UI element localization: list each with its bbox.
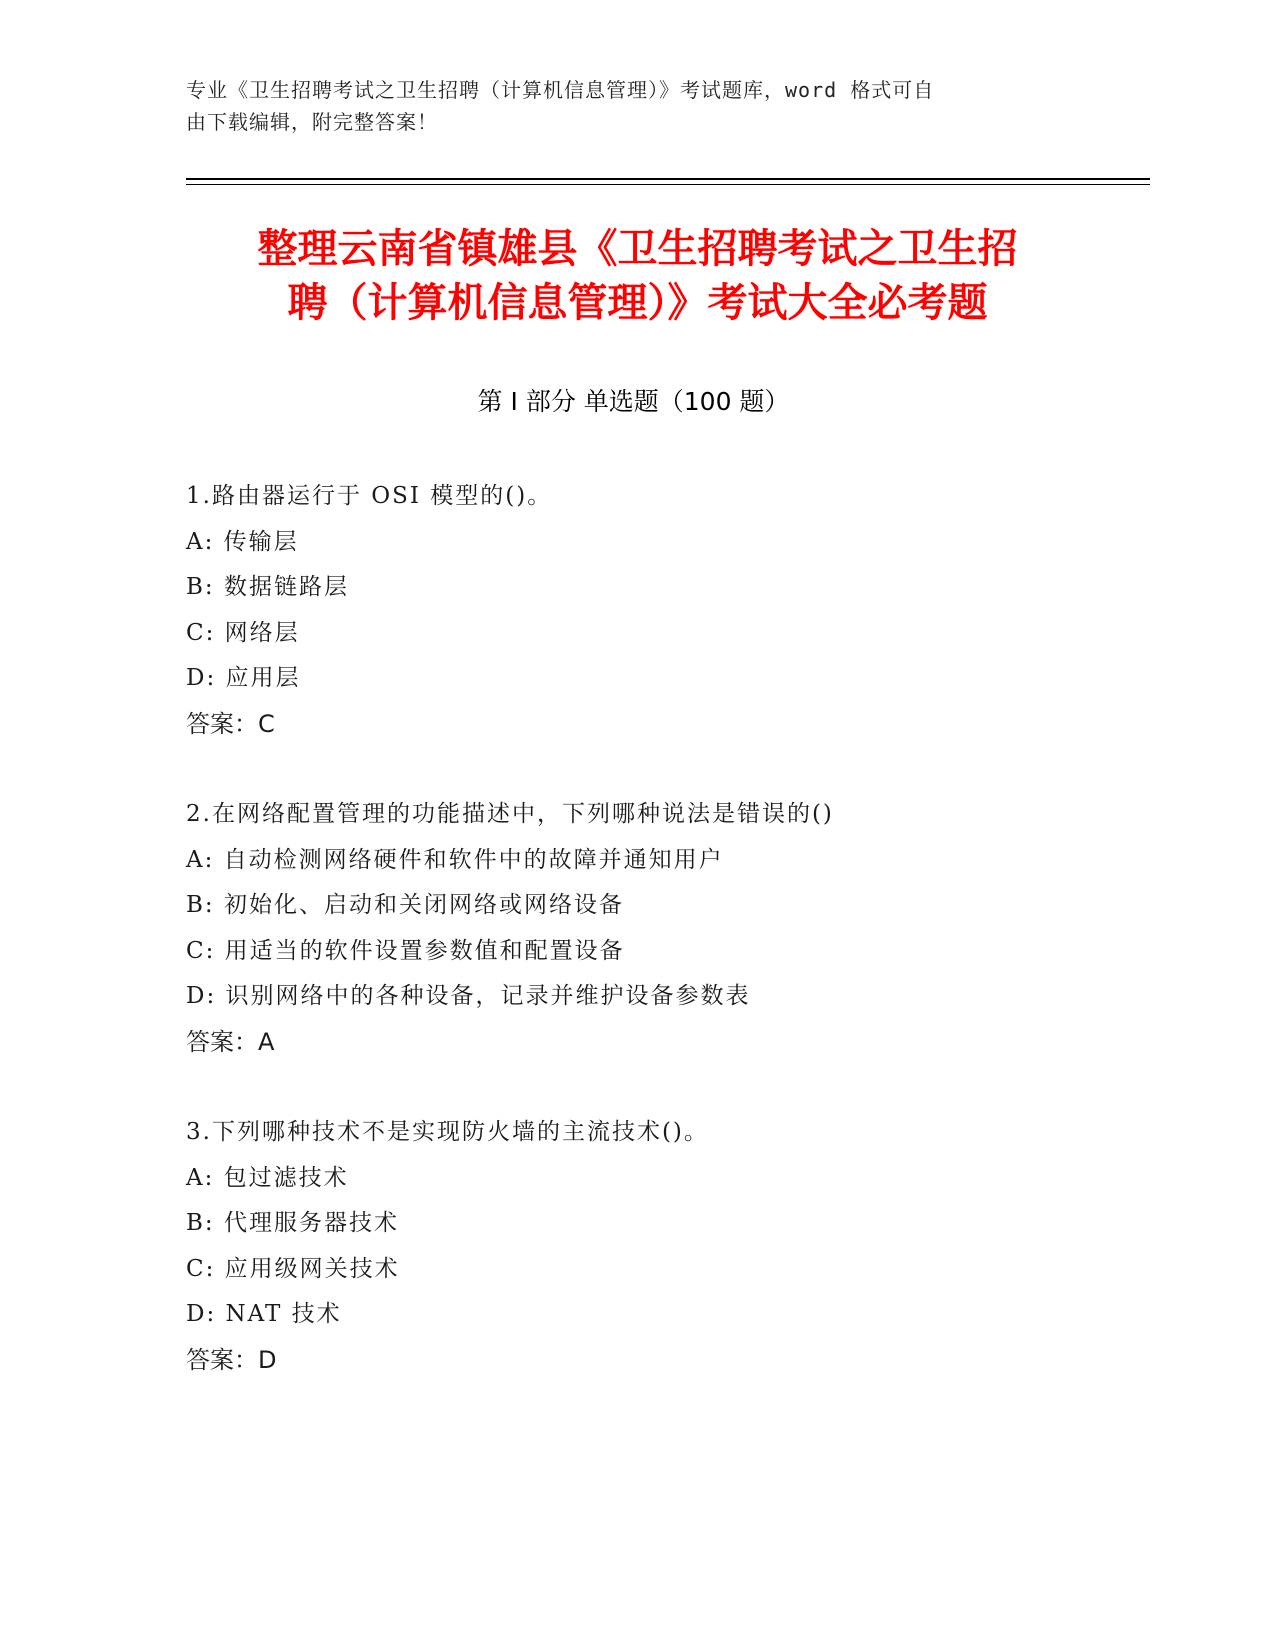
header-divider-thin	[186, 184, 1150, 185]
question-item	[186, 1110, 1086, 1383]
question-stem: 2.在网络配置管理的功能描述中，下列哪种说法是错误的()	[186, 801, 834, 827]
option-c: C: 应用级网关技术	[186, 1255, 400, 1282]
header-note-line: 由下载编辑，附完整答案！	[186, 110, 438, 134]
option-d: D: NAT 技术	[186, 1301, 342, 1327]
option-c: C: 网络层	[186, 619, 300, 646]
option-d: D: 识别网络中的各种设备，记录并维护设备参数表	[186, 983, 751, 1009]
option-a: A: 自动检测网络硬件和软件中的故障并通知用户	[186, 846, 724, 873]
header-divider	[186, 178, 1150, 180]
section-title: 第 I 部分 单选题（100 题）	[477, 387, 790, 416]
document-title	[190, 222, 1085, 330]
question-item	[186, 474, 1086, 747]
answer-line: 答案：C	[186, 709, 275, 738]
option-b: B: 数据链路层	[186, 574, 349, 600]
answer-line: 答案：A	[186, 1027, 275, 1056]
question-stem: 1.路由器运行于 OSI 模型的()。	[186, 483, 553, 509]
option-a: A: 包过滤技术	[186, 1164, 349, 1191]
option-b: B: 代理服务器技术	[186, 1210, 399, 1236]
option-b: B: 初始化、启动和关闭网络或网络设备	[186, 892, 624, 918]
option-c: C: 用适当的软件设置参数值和配置设备	[186, 937, 625, 964]
answer-line: 答案：D	[186, 1345, 277, 1374]
option-d: D: 应用层	[186, 665, 301, 691]
header-note	[186, 74, 1066, 138]
question-stem: 3.下列哪种技术不是实现防火墙的主流技术()。	[186, 1119, 709, 1145]
question-item	[186, 792, 1086, 1065]
header-note-line: 专业《卫生招聘考试之卫生招聘（计算机信息管理）》考试题库，word 格式可自	[186, 78, 935, 102]
document-title-line: 整理云南省镇雄县《卫生招聘考试之卫生招	[257, 226, 1018, 272]
option-a: A: 传输层	[186, 528, 299, 555]
document-title-line: 聘（计算机信息管理）》考试大全必考题	[287, 280, 988, 326]
